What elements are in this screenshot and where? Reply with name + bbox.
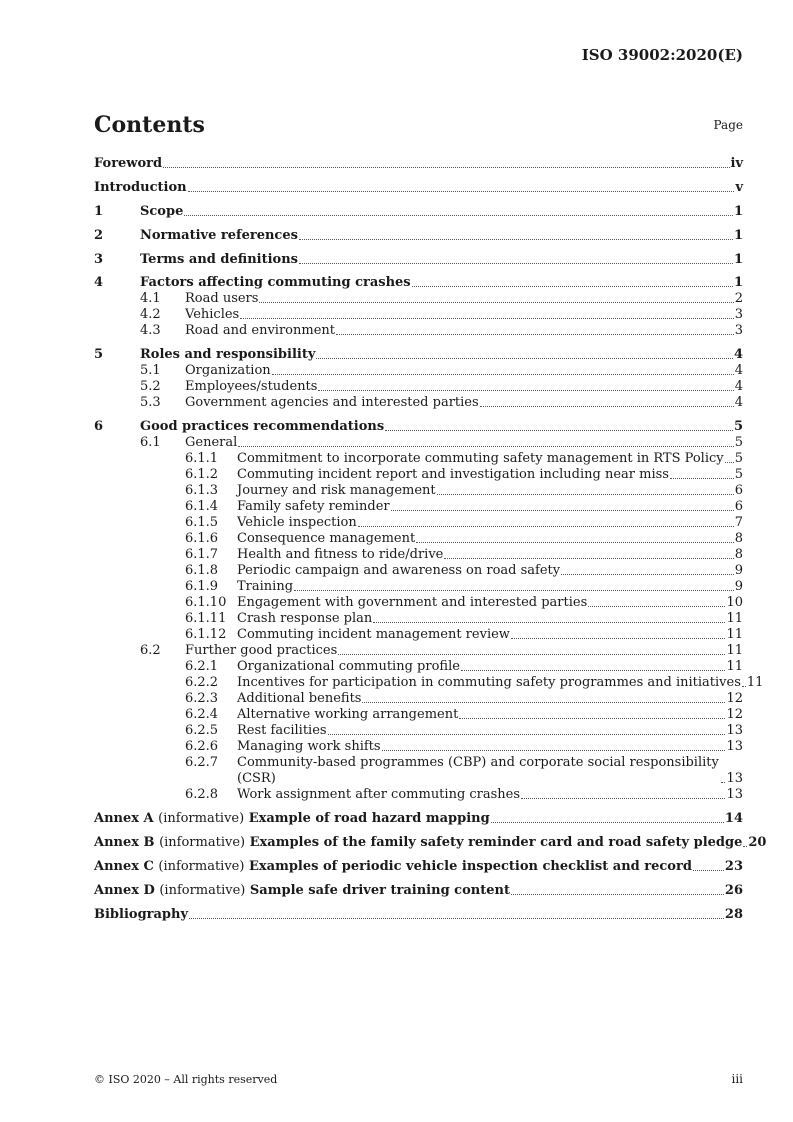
toc-entry-6-1-3[interactable] <box>94 483 743 499</box>
leader-dots <box>272 374 734 375</box>
leader-dots <box>318 390 733 391</box>
toc-page: 1 <box>733 227 743 243</box>
leader-dots <box>444 558 733 559</box>
toc-title: Alternative working arrangement <box>237 707 459 723</box>
toc-entry-6-1-11[interactable] <box>94 611 743 627</box>
toc-number: 6.2.2 <box>185 675 219 691</box>
leader-dots <box>373 622 725 623</box>
annex-title: Sample safe driver training content <box>249 882 510 898</box>
toc-entry-annex-c[interactable] <box>94 859 743 875</box>
toc-entry-bibliography[interactable] <box>94 907 743 923</box>
toc-page: 1 <box>733 275 743 291</box>
annex-type: (informative) <box>159 835 246 851</box>
toc-entry-6-1-5[interactable] <box>94 515 743 531</box>
leader-dots <box>259 302 733 303</box>
leader-dots <box>480 406 734 407</box>
annex-type: (informative) <box>158 858 245 874</box>
toc-number: 6.1.3 <box>185 483 219 499</box>
toc-page: 13 <box>726 723 743 739</box>
annex-label: Annex C <box>94 858 154 874</box>
toc-number: 6.1.6 <box>185 531 219 547</box>
leader-dots <box>721 782 725 783</box>
toc-number: 4.3 <box>140 323 161 339</box>
toc-title <box>94 811 490 827</box>
toc-page: 5 <box>734 435 743 451</box>
toc-title <box>94 859 692 875</box>
annex-label: Annex A <box>94 811 154 827</box>
toc-title: Consequence management <box>237 531 416 547</box>
toc-entry-6-1-12[interactable] <box>94 627 743 643</box>
toc-number: 6.1.4 <box>185 499 219 515</box>
toc-number: 6 <box>94 419 104 435</box>
toc-page: 4 <box>734 395 743 411</box>
toc-entry-6-1-2[interactable] <box>94 467 743 483</box>
toc-title: Road users <box>185 291 259 307</box>
toc-title: Rest facilities <box>237 723 327 739</box>
toc-page: 26 <box>724 882 743 898</box>
annex-title: Examples of the family safety reminder card and road safety pledge <box>249 835 743 851</box>
toc-entry-roles[interactable] <box>94 347 743 363</box>
toc-page: iv <box>730 156 743 171</box>
toc-title: Additional benefits <box>237 691 362 707</box>
toc-entry-6-1-9[interactable] <box>94 579 743 595</box>
toc-title <box>94 883 510 899</box>
toc-number: 4 <box>94 275 104 291</box>
toc-page: 20 <box>748 835 767 851</box>
toc-title: Introduction <box>94 179 187 195</box>
leader-dots <box>491 822 724 823</box>
toc-entry-6-2-1[interactable] <box>94 659 743 675</box>
toc-entry-6-2-6[interactable] <box>94 739 743 755</box>
toc-entry-5-2[interactable] <box>94 379 743 395</box>
leader-dots <box>299 263 733 264</box>
leader-dots <box>743 846 747 847</box>
toc-page: 8 <box>734 547 743 563</box>
toc-number: 6.1.10 <box>185 595 227 611</box>
toc-number: 6.2.1 <box>185 659 219 675</box>
leader-dots <box>670 478 734 479</box>
toc-number: 6.2.8 <box>185 787 219 803</box>
toc-title: Commuting incident management review <box>237 627 510 643</box>
toc-number: 4.1 <box>140 291 161 307</box>
toc-number: 5 <box>94 347 104 363</box>
leader-dots <box>338 654 725 655</box>
toc-title: Scope <box>140 203 184 219</box>
leader-dots <box>461 670 726 671</box>
toc-page: 14 <box>724 811 743 827</box>
toc-title: Normative references <box>140 227 298 243</box>
toc-page: 23 <box>724 858 743 874</box>
toc-page: 7 <box>734 515 743 531</box>
toc-number: 1 <box>94 203 104 219</box>
toc-page: 9 <box>734 563 743 579</box>
toc-number: 6.1.11 <box>185 611 227 627</box>
leader-dots <box>459 718 725 719</box>
leader-dots <box>163 167 729 168</box>
toc-page: 11 <box>726 643 743 659</box>
leader-dots <box>382 750 726 751</box>
leader-dots <box>561 574 734 575</box>
toc-page: 12 <box>726 707 743 723</box>
leader-dots <box>189 918 724 919</box>
annex-type: (informative) <box>159 882 246 898</box>
toc-page: 11 <box>726 627 743 643</box>
toc-entry-6-2-4[interactable] <box>94 707 743 723</box>
annex-title: Example of road hazard mapping <box>248 811 490 827</box>
toc-page: 12 <box>726 691 743 707</box>
toc-title: Good practices recommendations <box>140 419 385 435</box>
toc-page: 13 <box>726 771 743 787</box>
leader-dots <box>294 590 734 591</box>
toc-number: 6.2.4 <box>185 707 219 723</box>
leader-dots <box>328 734 726 735</box>
standard-number: ISO 39002:2020(E) <box>581 46 743 64</box>
toc-title: Work assignment after commuting crashes <box>237 787 521 803</box>
toc-entry-6-1-8[interactable] <box>94 563 743 579</box>
toc-entry-foreword[interactable] <box>94 156 743 172</box>
toc-title: Family safety reminder <box>237 499 390 515</box>
toc-title: Periodic campaign and awareness on road safety <box>237 563 561 579</box>
toc-number: 6.1.8 <box>185 563 219 579</box>
toc-page: 6 <box>734 499 743 515</box>
toc-title: Training <box>237 579 294 595</box>
leader-dots <box>184 215 733 216</box>
toc-entry-6-1-1[interactable] <box>94 451 743 467</box>
toc-entry-4-2[interactable] <box>94 307 743 323</box>
toc-page: 11 <box>726 659 743 675</box>
toc-title: Bibliography <box>94 906 189 922</box>
toc-entry-6-2-5[interactable] <box>94 723 743 739</box>
contents-title: Contents <box>94 112 205 138</box>
toc-title: Community-based programmes (CBP) and corporate social responsibility (CSR) <box>237 755 719 787</box>
toc-page: 1 <box>733 251 743 267</box>
toc-number: 6.1.12 <box>185 627 227 643</box>
toc-entry-6-1-10[interactable] <box>94 595 743 611</box>
leader-dots <box>412 286 733 287</box>
leader-dots <box>362 702 725 703</box>
toc-number: 6.1.5 <box>185 515 219 531</box>
toc-number: 5.1 <box>140 363 161 379</box>
toc-title: Engagement with government and interested parties <box>237 595 588 611</box>
copyright-notice: © ISO 2020 – All rights reserved <box>94 1073 278 1086</box>
toc-title: Crash response plan <box>237 611 373 627</box>
toc-entry-introduction[interactable] <box>94 180 743 196</box>
leader-dots <box>725 462 734 463</box>
leader-dots <box>240 318 733 319</box>
toc-number: 6.1.7 <box>185 547 219 563</box>
toc-number: 6.2.7 <box>185 755 219 771</box>
annex-type: (informative) <box>158 811 245 827</box>
toc-number: 3 <box>94 251 104 267</box>
page-number: iii <box>731 1072 743 1086</box>
toc-entry-6-2-8[interactable] <box>94 787 743 803</box>
toc-title: Commuting incident report and investigation including near miss <box>237 467 669 483</box>
toc-page: 10 <box>726 595 743 611</box>
toc-title: Vehicles <box>185 307 240 323</box>
toc-page: 13 <box>726 787 743 803</box>
toc-number: 6.1.2 <box>185 467 219 483</box>
toc-title: Terms and definitions <box>140 251 298 267</box>
page-column-label: Page <box>713 118 743 132</box>
toc-page: 5 <box>733 419 743 435</box>
toc-entry-6-2-3[interactable] <box>94 691 743 707</box>
toc-page: 9 <box>734 579 743 595</box>
toc-number: 4.2 <box>140 307 161 323</box>
toc-page: 2 <box>734 291 743 307</box>
toc-title: Vehicle inspection <box>237 515 357 531</box>
leader-dots <box>511 638 726 639</box>
toc-number: 6.1.9 <box>185 579 219 595</box>
toc-number: 5.2 <box>140 379 161 395</box>
annex-label: Annex D <box>94 882 155 898</box>
toc-entry-good-practices[interactable] <box>94 419 743 435</box>
toc-entry-factors[interactable] <box>94 275 743 291</box>
toc-title: Employees/students <box>185 379 318 395</box>
toc-page: 11 <box>746 675 764 691</box>
toc-entry-6-1-7[interactable] <box>94 547 743 563</box>
toc-page: 3 <box>734 307 743 323</box>
toc-page: 8 <box>734 531 743 547</box>
toc-entry-6-2[interactable] <box>94 643 743 659</box>
toc-page: v <box>735 179 743 195</box>
leader-dots <box>437 494 734 495</box>
toc-entry-5-3[interactable] <box>94 395 743 411</box>
toc-entry-annex-d[interactable] <box>94 883 743 899</box>
toc-title: Government agencies and interested parties <box>185 395 479 411</box>
toc-number: 6.2.3 <box>185 691 219 707</box>
leader-dots <box>336 334 734 335</box>
toc-title: Incentives for participation in commuting safety programmes and initiatives <box>237 675 741 691</box>
toc-page: 13 <box>726 739 743 755</box>
toc-title: Journey and risk management <box>237 483 436 499</box>
toc-title: Organizational commuting profile <box>237 659 460 675</box>
toc-title: Organization <box>185 363 271 379</box>
leader-dots <box>188 191 735 192</box>
toc-page: 4 <box>734 363 743 379</box>
toc-page: 5 <box>734 451 743 467</box>
leader-dots <box>511 894 724 895</box>
leader-dots <box>238 446 733 447</box>
toc-entry-4-1[interactable] <box>94 291 743 307</box>
toc-number: 6.2.6 <box>185 739 219 755</box>
toc-entry-6-1-4[interactable] <box>94 499 743 515</box>
leader-dots <box>391 510 734 511</box>
toc-entry-4-3[interactable] <box>94 323 743 339</box>
toc-page: 6 <box>734 483 743 499</box>
leader-dots <box>358 526 734 527</box>
leader-dots <box>588 606 725 607</box>
toc-page: 28 <box>724 906 743 922</box>
toc-page: 11 <box>726 611 743 627</box>
annex-label: Annex B <box>94 835 155 851</box>
leader-dots <box>416 542 734 543</box>
toc-entry-annex-b[interactable] <box>94 835 767 851</box>
toc-entry-normative-references[interactable] <box>94 228 743 244</box>
toc-number: 6.2 <box>140 643 161 659</box>
toc-entry-6-1-6[interactable] <box>94 531 743 547</box>
toc-page: 1 <box>733 203 743 219</box>
annex-title: Examples of periodic vehicle inspection checklist and record <box>248 858 692 874</box>
toc-title: Commitment to incorporate commuting safety management in RTS Policy <box>237 451 724 467</box>
toc-number: 6.1 <box>140 435 161 451</box>
toc-title: Health and fitness to ride/drive <box>237 547 444 563</box>
toc-number: 2 <box>94 227 104 243</box>
toc-entry-annex-a[interactable] <box>94 811 743 827</box>
leader-dots <box>299 239 733 240</box>
toc-title: Roles and responsibility <box>140 347 316 363</box>
leader-dots <box>521 798 725 799</box>
toc-title <box>94 835 742 851</box>
toc-entry-terms-definitions[interactable] <box>94 252 743 268</box>
toc-entry-scope[interactable] <box>94 204 743 220</box>
toc-entry-5-1[interactable] <box>94 363 743 379</box>
toc-number: 6.2.5 <box>185 723 219 739</box>
toc-entry-6-1[interactable] <box>94 435 743 451</box>
toc-entry-6-2-2[interactable] <box>94 675 764 691</box>
toc-title: General <box>185 435 238 451</box>
leader-dots <box>693 870 724 871</box>
table-of-contents <box>94 156 767 923</box>
toc-entry-6-2-7[interactable] <box>94 755 743 787</box>
toc-title: Road and environment <box>185 323 335 339</box>
toc-title: Further good practices <box>185 643 338 659</box>
toc-title: Managing work shifts <box>237 739 381 755</box>
toc-page: 4 <box>733 347 743 363</box>
leader-dots <box>316 358 733 359</box>
toc-title: Foreword <box>94 156 163 171</box>
toc-number: 5.3 <box>140 395 161 411</box>
toc-title: Factors affecting commuting crashes <box>140 275 411 291</box>
toc-number: 6.1.1 <box>185 451 219 467</box>
toc-page: 3 <box>734 323 743 339</box>
leader-dots <box>385 430 733 431</box>
toc-page: 5 <box>734 467 743 483</box>
toc-page: 4 <box>734 379 743 395</box>
leader-dots <box>742 686 746 687</box>
